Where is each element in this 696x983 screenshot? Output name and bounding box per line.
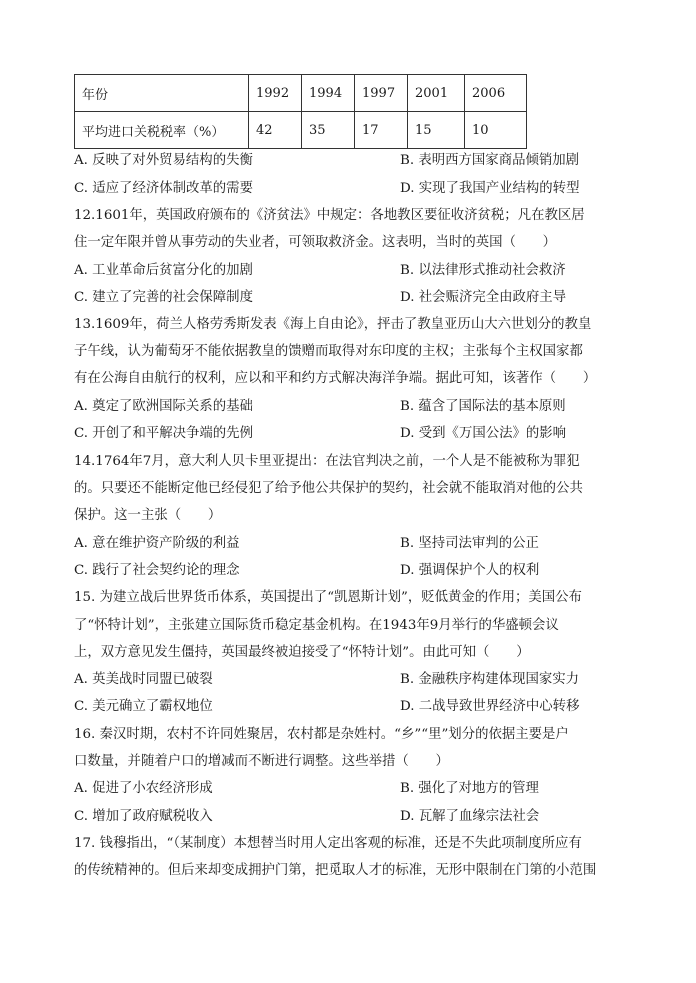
table-rate-cell: 42 — [249, 112, 302, 149]
question-13-text: 子午线，认为葡萄牙不能依据教皇的馈赠而取得对东印度的主权；主张每个主权国家都 — [74, 344, 583, 359]
table-rate-cell: 17 — [355, 112, 408, 149]
table-year-cell: 1997 — [355, 75, 408, 112]
table-row-label: 平均进口关税税率（%） — [75, 112, 249, 149]
option-c[interactable]: C. 开创了和平解决争端的先例 — [74, 426, 253, 441]
question-15-text: 上，双方意见发生僵持，英国最终被迫接受了“怀特计划”。由此可知（ ） — [74, 645, 530, 660]
option-d[interactable]: D. 实现了我国产业结构的转型 — [400, 181, 580, 196]
question-15-text: 了“怀特计划”，主张建立国际货币稳定基金机构。在1943年9月举行的华盛顿会议 — [74, 618, 559, 633]
option-a[interactable]: A. 反映了对外贸易结构的失衡 — [74, 153, 253, 168]
question-12-text: 住一定年限并曾从事劳动的失业者，可领取救济金。这表明，当时的英国（ ） — [74, 235, 557, 250]
option-a[interactable]: A. 意在维护资产阶级的利益 — [74, 536, 240, 551]
option-b[interactable]: B. 坚持司法审判的公正 — [400, 536, 539, 551]
question-16-text: 16. 秦汉时期，农村不许同姓聚居，农村都是杂姓村。“乡”“里”划分的依据主要是户 — [74, 727, 569, 742]
table-year-cell: 1994 — [302, 75, 355, 112]
option-c[interactable]: C. 增加了政府赋税收入 — [74, 809, 213, 824]
table-row-rates — [75, 112, 527, 149]
option-c[interactable]: C. 践行了社会契约论的理念 — [74, 563, 240, 578]
table-row-years — [75, 75, 527, 112]
question-12-text: 12.1601年，英国政府颁布的《济贫法》中规定：各地教区要征收济贫税；凡在教区居 — [74, 208, 585, 223]
option-a[interactable]: A. 英美战时同盟已破裂 — [74, 672, 213, 687]
option-c[interactable]: C. 美元确立了霸权地位 — [74, 699, 213, 714]
table-rate-cell: 10 — [465, 112, 527, 149]
question-14-text: 的。只要还不能断定他已经侵犯了给予他公共保护的契约，社会就不能取消对他的公共 — [74, 481, 583, 496]
table-year-cell: 2001 — [408, 75, 465, 112]
option-d[interactable]: D. 社会赈济完全由政府主导 — [400, 290, 567, 305]
tariff-table — [74, 74, 527, 149]
question-17-text: 17. 钱穆指出，“（某制度）本想替当时用人定出客观的标准，还是不失此项制度所应有 — [74, 836, 582, 851]
table-header-label: 年份 — [75, 75, 249, 112]
option-b[interactable]: B. 表明西方国家商品倾销加剧 — [400, 153, 580, 168]
option-d[interactable]: D. 受到《万国公法》的影响 — [400, 426, 567, 441]
table-year-cell: 2006 — [465, 75, 527, 112]
question-16-text: 口数量，并随着户口的增减而不断进行调整。这些举措（ ） — [74, 754, 449, 769]
question-15-text: 15. 为建立战后世界货币体系，英国提出了“凯恩斯计划”，贬低黄金的作用；美国公布 — [74, 590, 582, 605]
option-a[interactable]: A. 奠定了欧洲国际关系的基础 — [74, 399, 253, 414]
question-14-text: 14.1764年7月，意大利人贝卡里亚提出：在法官判决之前，一个人是不能被称为罪犯 — [74, 454, 580, 469]
table-rate-cell: 15 — [408, 112, 465, 149]
table-rate-cell: 35 — [302, 112, 355, 149]
option-b[interactable]: B. 蕴含了国际法的基本原则 — [400, 399, 566, 414]
option-b[interactable]: B. 强化了对地方的管理 — [400, 781, 539, 796]
question-14-text: 保护。这一主张（ ） — [74, 508, 222, 523]
question-17-text: 的传统精神的。但后来却变成拥护门第，把觅取人才的标准，无形中限制在门第的小范围 — [74, 863, 597, 878]
question-13-text: 有在公海自由航行的权利，应以和平和约方式解决海洋争端。据此可知，该著作（ ） — [74, 371, 597, 386]
question-13-text: 13.1609年，荷兰人格劳秀斯发表《海上自由论》，抨击了教皇亚历山大六世划分的教皇 — [74, 317, 592, 332]
option-d[interactable]: D. 强调保护个人的权利 — [400, 563, 540, 578]
option-d[interactable]: D. 二战导致世界经济中心转移 — [400, 699, 580, 714]
table-year-cell: 1992 — [249, 75, 302, 112]
option-a[interactable]: A. 促进了小农经济形成 — [74, 781, 213, 796]
option-d[interactable]: D. 瓦解了血缘宗法社会 — [400, 809, 540, 824]
option-c[interactable]: C. 建立了完善的社会保障制度 — [74, 290, 253, 305]
option-c[interactable]: C. 适应了经济体制改革的需要 — [74, 181, 253, 196]
option-b[interactable]: B. 以法律形式推动社会救济 — [400, 263, 566, 278]
option-a[interactable]: A. 工业革命后贫富分化的加剧 — [74, 263, 253, 278]
option-b[interactable]: B. 金融秩序构建体现国家实力 — [400, 672, 580, 687]
